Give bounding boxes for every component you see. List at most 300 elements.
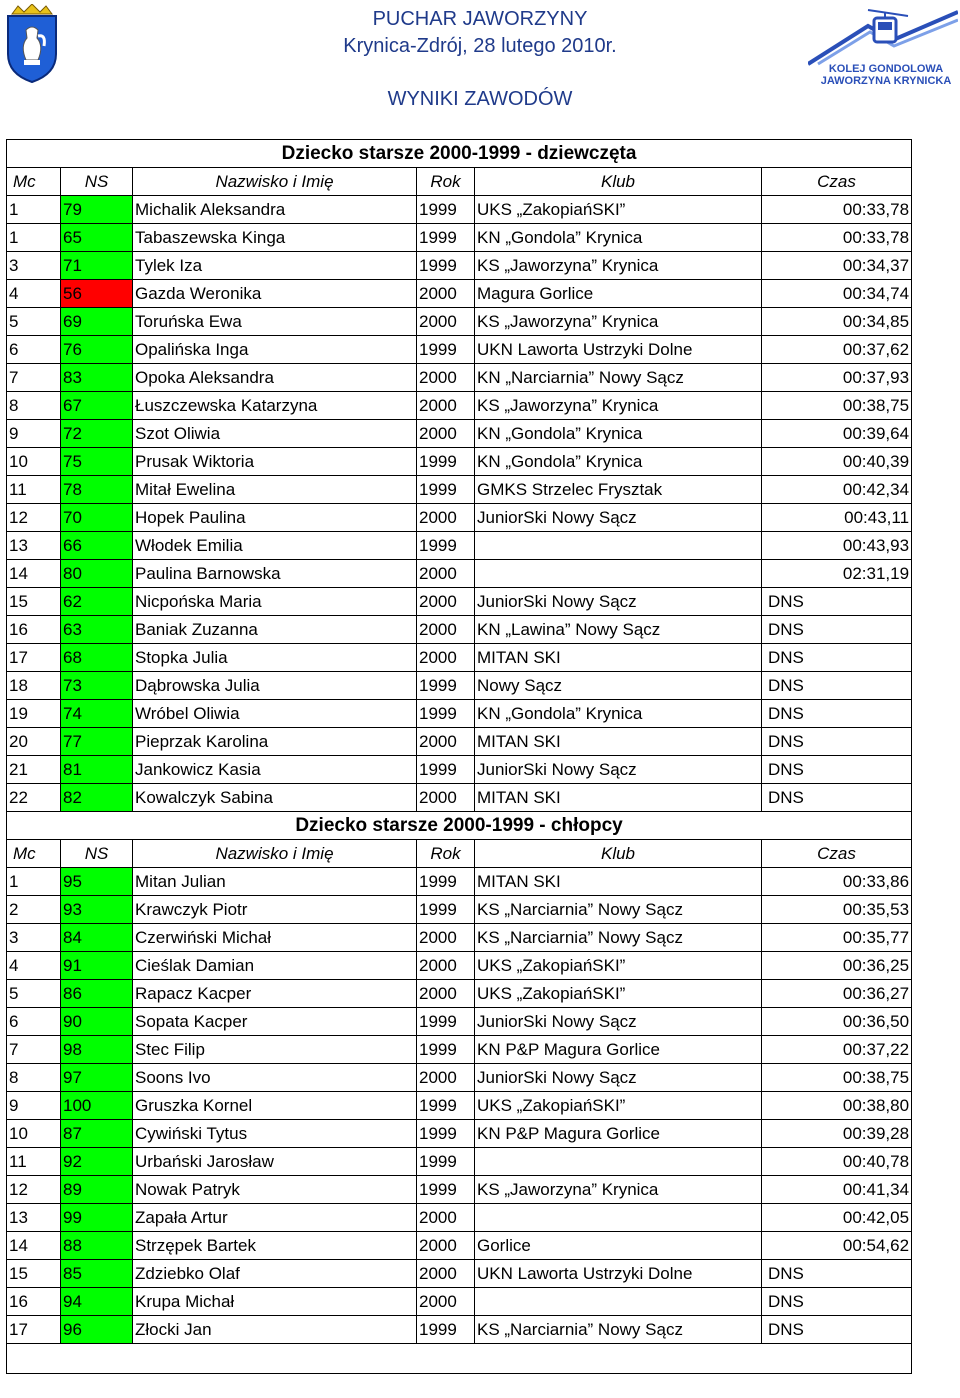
table-row	[7, 364, 912, 392]
table-row	[7, 280, 912, 308]
cell-czas: 00:37,93	[762, 364, 912, 392]
cell-ns: 99	[61, 1204, 133, 1232]
table-row	[7, 952, 912, 980]
cell-rok: 1999	[417, 196, 475, 224]
cell-mc: 2	[7, 896, 61, 924]
cell-name: Zapała Artur	[133, 1204, 417, 1232]
table-row	[7, 504, 912, 532]
cell-mc: 11	[7, 476, 61, 504]
cell-mc: 4	[7, 952, 61, 980]
cell-rok: 1999	[417, 476, 475, 504]
logo-caption-line2: JAWORZYNA KRYNICKA	[820, 75, 952, 87]
table-row	[7, 1148, 912, 1176]
cell-rok: 2000	[417, 1288, 475, 1316]
table-row	[7, 392, 912, 420]
cell-czas: 00:39,64	[762, 420, 912, 448]
cell-ns: 69	[61, 308, 133, 336]
cell-name: Prusak Wiktoria	[133, 448, 417, 476]
table-row	[7, 728, 912, 756]
cell-klub	[475, 1288, 762, 1316]
cell-czas: 00:38,75	[762, 1064, 912, 1092]
competition-date: Krynica-Zdrój, 28 lutego 2010r.	[343, 35, 617, 57]
table-row	[7, 308, 912, 336]
cell-klub: UKS „ZakopiańSKI”	[475, 196, 762, 224]
cell-name: Hopek Paulina	[133, 504, 417, 532]
cell-rok: 2000	[417, 980, 475, 1008]
cell-ns: 85	[61, 1260, 133, 1288]
cell-name: Mitan Julian	[133, 868, 417, 896]
cell-czas: DNS	[762, 616, 912, 644]
cell-rok: 1999	[417, 224, 475, 252]
cell-ns: 87	[61, 1120, 133, 1148]
cell-ns: 81	[61, 756, 133, 784]
section-title-row	[7, 140, 912, 168]
cell-czas: 00:38,75	[762, 392, 912, 420]
cell-rok: 2000	[417, 924, 475, 952]
cell-klub: KN „Gondola” Krynica	[475, 700, 762, 728]
cell-klub: KS „Narciarnia” Nowy Sącz	[475, 1316, 762, 1344]
competition-title: PUCHAR JAWORZYNY	[372, 8, 588, 30]
section-title: Dziecko starsze 2000-1999 - chłopcy	[7, 812, 912, 840]
cell-rok: 2000	[417, 728, 475, 756]
cell-mc: 15	[7, 588, 61, 616]
cell-mc: 17	[7, 644, 61, 672]
cell-klub: JuniorSki Nowy Sącz	[475, 756, 762, 784]
cell-ns: 83	[61, 364, 133, 392]
cell-ns: 76	[61, 336, 133, 364]
cell-name: Nicpońska Maria	[133, 588, 417, 616]
cell-name: Szot Oliwia	[133, 420, 417, 448]
cell-name: Baniak Zuzanna	[133, 616, 417, 644]
cell-ns: 56	[61, 280, 133, 308]
cell-ns: 75	[61, 448, 133, 476]
column-header-mc: Mc	[7, 840, 61, 868]
column-header-name: Nazwisko i Imię	[133, 840, 417, 868]
table-row	[7, 476, 912, 504]
cell-rok: 2000	[417, 1064, 475, 1092]
table-row	[7, 700, 912, 728]
column-header-row	[7, 168, 912, 196]
cell-name: Jankowicz Kasia	[133, 756, 417, 784]
cell-czas: DNS	[762, 672, 912, 700]
document-header	[0, 0, 960, 138]
cell-mc: 1	[7, 224, 61, 252]
cell-rok: 1999	[417, 700, 475, 728]
cell-mc: 3	[7, 252, 61, 280]
cell-ns: 66	[61, 532, 133, 560]
cell-rok: 1999	[417, 756, 475, 784]
cell-name: Gazda Weronika	[133, 280, 417, 308]
section-title-row	[7, 812, 912, 840]
cell-ns: 68	[61, 644, 133, 672]
cell-czas: DNS	[762, 1288, 912, 1316]
table-row	[7, 1316, 912, 1344]
cell-name: Nowak Patryk	[133, 1176, 417, 1204]
cell-rok: 2000	[417, 560, 475, 588]
cell-name: Paulina Barnowska	[133, 560, 417, 588]
cell-name: Stec Filip	[133, 1036, 417, 1064]
cell-ns: 78	[61, 476, 133, 504]
cell-ns: 70	[61, 504, 133, 532]
cell-rok: 2000	[417, 784, 475, 812]
cell-czas: 00:35,53	[762, 896, 912, 924]
table-row	[7, 1120, 912, 1148]
column-header-mc: Mc	[7, 168, 61, 196]
cell-czas: 00:40,39	[762, 448, 912, 476]
cell-ns: 98	[61, 1036, 133, 1064]
cell-czas: DNS	[762, 1316, 912, 1344]
gondola-logo-icon	[808, 6, 958, 68]
cell-mc: 12	[7, 504, 61, 532]
cell-mc: 14	[7, 1232, 61, 1260]
cell-ns: 86	[61, 980, 133, 1008]
cell-name: Krawczyk Piotr	[133, 896, 417, 924]
cell-mc: 18	[7, 672, 61, 700]
cell-mc: 4	[7, 280, 61, 308]
table-row	[7, 896, 912, 924]
cell-klub: Gorlice	[475, 1232, 762, 1260]
cell-czas: DNS	[762, 700, 912, 728]
cell-rok: 1999	[417, 448, 475, 476]
cell-rok: 1999	[417, 1092, 475, 1120]
cell-rok: 2000	[417, 420, 475, 448]
cell-czas: 00:36,50	[762, 1008, 912, 1036]
cell-rok: 2000	[417, 308, 475, 336]
cell-mc: 1	[7, 196, 61, 224]
table-row	[7, 588, 912, 616]
table-row	[7, 1008, 912, 1036]
cell-name: Czerwiński Michał	[133, 924, 417, 952]
cell-name: Wróbel Oliwia	[133, 700, 417, 728]
cell-czas: 00:36,27	[762, 980, 912, 1008]
cell-klub	[475, 1148, 762, 1176]
cell-name: Mitał Ewelina	[133, 476, 417, 504]
cell-name: Tabaszewska Kinga	[133, 224, 417, 252]
table-row	[7, 644, 912, 672]
column-header-klub: Klub	[475, 168, 762, 196]
cell-ns: 94	[61, 1288, 133, 1316]
cell-mc: 7	[7, 364, 61, 392]
cell-klub: KS „Narciarnia” Nowy Sącz	[475, 896, 762, 924]
cell-czas: 00:33,86	[762, 868, 912, 896]
table-row	[7, 252, 912, 280]
cell-name: Łuszczewska Katarzyna	[133, 392, 417, 420]
cell-czas: 00:34,74	[762, 280, 912, 308]
cell-rok: 2000	[417, 952, 475, 980]
cell-rok: 2000	[417, 644, 475, 672]
cell-ns: 96	[61, 1316, 133, 1344]
column-header-klub: Klub	[475, 840, 762, 868]
cell-ns: 62	[61, 588, 133, 616]
cell-klub: UKN Laworta Ustrzyki Dolne	[475, 336, 762, 364]
cell-rok: 1999	[417, 1008, 475, 1036]
cell-name: Gruszka Kornel	[133, 1092, 417, 1120]
table-row	[7, 784, 912, 812]
cell-name: Złocki Jan	[133, 1316, 417, 1344]
cell-czas: 00:42,34	[762, 476, 912, 504]
cell-rok: 2000	[417, 1204, 475, 1232]
table-row	[7, 924, 912, 952]
section-title: Dziecko starsze 2000-1999 - dziewczęta	[7, 140, 912, 168]
cell-rok: 1999	[417, 252, 475, 280]
cell-name: Pieprzak Karolina	[133, 728, 417, 756]
cell-czas: 00:43,93	[762, 532, 912, 560]
cell-mc: 1	[7, 868, 61, 896]
cell-rok: 2000	[417, 616, 475, 644]
cell-mc: 16	[7, 1288, 61, 1316]
cell-rok: 1999	[417, 1176, 475, 1204]
cell-klub: KS „Narciarnia” Nowy Sącz	[475, 924, 762, 952]
cell-mc: 5	[7, 980, 61, 1008]
cell-klub: MITAN SKI	[475, 784, 762, 812]
cell-ns: 63	[61, 616, 133, 644]
cell-name: Włodek Emilia	[133, 532, 417, 560]
column-header-rok: Rok	[417, 168, 475, 196]
cell-klub: KN „Narciarnia” Nowy Sącz	[475, 364, 762, 392]
table-row	[7, 224, 912, 252]
cell-name: Zdziebko Olaf	[133, 1260, 417, 1288]
cell-czas: 00:36,25	[762, 952, 912, 980]
cell-klub: KN P&P Magura Gorlice	[475, 1120, 762, 1148]
logo-caption-line1: KOLEJ GONDOLOWA	[828, 63, 944, 75]
cell-name: Michalik Aleksandra	[133, 196, 417, 224]
column-header-row	[7, 840, 912, 868]
cell-czas: DNS	[762, 644, 912, 672]
cell-klub: KS „Jaworzyna” Krynica	[475, 1176, 762, 1204]
column-header-rok: Rok	[417, 840, 475, 868]
cell-czas: 00:43,11	[762, 504, 912, 532]
cell-mc: 20	[7, 728, 61, 756]
cell-klub: KS „Jaworzyna” Krynica	[475, 252, 762, 280]
cell-ns: 91	[61, 952, 133, 980]
cell-mc: 6	[7, 1008, 61, 1036]
cell-mc: 17	[7, 1316, 61, 1344]
cell-klub: KS „Jaworzyna” Krynica	[475, 392, 762, 420]
cell-klub: KN „Gondola” Krynica	[475, 448, 762, 476]
table-row	[7, 756, 912, 784]
cell-czas: DNS	[762, 756, 912, 784]
table-row	[7, 448, 912, 476]
cell-mc: 3	[7, 924, 61, 952]
cell-mc: 6	[7, 336, 61, 364]
cell-ns: 67	[61, 392, 133, 420]
cell-klub: GMKS Strzelec Frysztak	[475, 476, 762, 504]
cell-mc: 9	[7, 1092, 61, 1120]
cell-mc: 10	[7, 1120, 61, 1148]
cell-klub	[475, 1204, 762, 1232]
cell-mc: 21	[7, 756, 61, 784]
cell-mc: 7	[7, 1036, 61, 1064]
cell-mc: 14	[7, 560, 61, 588]
cell-klub: JuniorSki Nowy Sącz	[475, 504, 762, 532]
table-row	[7, 672, 912, 700]
cell-czas: DNS	[762, 728, 912, 756]
cell-mc: 13	[7, 1204, 61, 1232]
cell-klub: JuniorSki Nowy Sącz	[475, 588, 762, 616]
column-header-ns: NS	[61, 168, 133, 196]
cell-mc: 11	[7, 1148, 61, 1176]
cell-ns: 95	[61, 868, 133, 896]
results-title: WYNIKI ZAWODÓW	[387, 88, 573, 110]
cell-czas: DNS	[762, 784, 912, 812]
cell-mc: 15	[7, 1260, 61, 1288]
cell-ns: 72	[61, 420, 133, 448]
cell-czas: DNS	[762, 1260, 912, 1288]
cell-czas: 00:38,80	[762, 1092, 912, 1120]
table-row	[7, 1288, 912, 1316]
cell-mc: 9	[7, 420, 61, 448]
table-row	[7, 560, 912, 588]
column-header-czas: Czas	[762, 840, 912, 868]
cell-name: Krupa Michał	[133, 1288, 417, 1316]
cell-mc: 13	[7, 532, 61, 560]
table-row	[7, 1176, 912, 1204]
table-row	[7, 616, 912, 644]
cell-klub: MITAN SKI	[475, 728, 762, 756]
cell-rok: 2000	[417, 588, 475, 616]
column-header-name: Nazwisko i Imię	[133, 168, 417, 196]
cell-czas: 00:39,28	[762, 1120, 912, 1148]
cell-czas: 00:54,62	[762, 1232, 912, 1260]
cell-name: Soons Ivo	[133, 1064, 417, 1092]
cell-czas: DNS	[762, 588, 912, 616]
cell-mc: 8	[7, 1064, 61, 1092]
cell-rok: 2000	[417, 392, 475, 420]
cell-ns: 100	[61, 1092, 133, 1120]
cell-name: Rapacz Kacper	[133, 980, 417, 1008]
cell-ns: 71	[61, 252, 133, 280]
cell-name: Cieślak Damian	[133, 952, 417, 980]
cell-name: Opalińska Inga	[133, 336, 417, 364]
cell-ns: 90	[61, 1008, 133, 1036]
cell-klub: MITAN SKI	[475, 644, 762, 672]
cell-czas: 00:41,34	[762, 1176, 912, 1204]
cell-rok: 1999	[417, 1120, 475, 1148]
cell-czas: 00:37,22	[762, 1036, 912, 1064]
empty-cell	[7, 1344, 912, 1374]
cell-mc: 8	[7, 392, 61, 420]
cell-rok: 1999	[417, 868, 475, 896]
cell-klub: UKN Laworta Ustrzyki Dolne	[475, 1260, 762, 1288]
table-row	[7, 980, 912, 1008]
cell-klub: KN „Gondola” Krynica	[475, 420, 762, 448]
cell-name: Urbański Jarosław	[133, 1148, 417, 1176]
column-header-czas: Czas	[762, 168, 912, 196]
table-row	[7, 1064, 912, 1092]
cell-rok: 1999	[417, 1036, 475, 1064]
table-row	[7, 336, 912, 364]
cell-name: Stopka Julia	[133, 644, 417, 672]
cell-ns: 97	[61, 1064, 133, 1092]
cell-rok: 2000	[417, 364, 475, 392]
cell-czas: 00:34,37	[762, 252, 912, 280]
cell-rok: 2000	[417, 1232, 475, 1260]
cell-czas: 00:35,77	[762, 924, 912, 952]
cell-rok: 2000	[417, 280, 475, 308]
cell-klub: Magura Gorlice	[475, 280, 762, 308]
cell-ns: 82	[61, 784, 133, 812]
cell-name: Tylek Iza	[133, 252, 417, 280]
table-row	[7, 1204, 912, 1232]
cell-rok: 1999	[417, 672, 475, 700]
cell-name: Kowalczyk Sabina	[133, 784, 417, 812]
cell-czas: 00:42,05	[762, 1204, 912, 1232]
cell-rok: 2000	[417, 1260, 475, 1288]
cell-klub: KN „Lawina” Nowy Sącz	[475, 616, 762, 644]
cell-mc: 16	[7, 616, 61, 644]
cell-czas: 00:33,78	[762, 224, 912, 252]
cell-mc: 10	[7, 448, 61, 476]
table-row	[7, 1232, 912, 1260]
cell-name: Cywiński Tytus	[133, 1120, 417, 1148]
cell-klub: UKS „ZakopiańSKI”	[475, 1092, 762, 1120]
cell-ns: 80	[61, 560, 133, 588]
cell-rok: 1999	[417, 1316, 475, 1344]
cell-ns: 84	[61, 924, 133, 952]
cell-rok: 2000	[417, 504, 475, 532]
table-row	[7, 420, 912, 448]
cell-klub: UKS „ZakopiańSKI”	[475, 980, 762, 1008]
cell-ns: 93	[61, 896, 133, 924]
cell-name: Opoka Aleksandra	[133, 364, 417, 392]
cell-mc: 5	[7, 308, 61, 336]
cell-mc: 22	[7, 784, 61, 812]
logo-caption	[812, 63, 960, 87]
cell-klub: JuniorSki Nowy Sącz	[475, 1064, 762, 1092]
cell-name: Strzępek Bartek	[133, 1232, 417, 1260]
cell-rok: 1999	[417, 336, 475, 364]
results-table	[6, 139, 912, 1374]
results-body	[7, 140, 912, 1374]
cell-ns: 77	[61, 728, 133, 756]
cell-czas: 02:31,19	[762, 560, 912, 588]
cell-rok: 1999	[417, 1148, 475, 1176]
cell-name: Dąbrowska Julia	[133, 672, 417, 700]
cell-klub: JuniorSki Nowy Sącz	[475, 1008, 762, 1036]
table-row	[7, 532, 912, 560]
cell-ns: 73	[61, 672, 133, 700]
cell-czas: 00:34,85	[762, 308, 912, 336]
cell-klub: Nowy Sącz	[475, 672, 762, 700]
table-row	[7, 1260, 912, 1288]
cell-klub: UKS „ZakopiańSKI”	[475, 952, 762, 980]
cell-ns: 88	[61, 1232, 133, 1260]
cell-rok: 1999	[417, 532, 475, 560]
table-row	[7, 868, 912, 896]
cell-klub	[475, 560, 762, 588]
cell-czas: 00:40,78	[762, 1148, 912, 1176]
cell-mc: 19	[7, 700, 61, 728]
cell-klub: KS „Jaworzyna” Krynica	[475, 308, 762, 336]
cell-czas: 00:37,62	[762, 336, 912, 364]
cell-ns: 79	[61, 196, 133, 224]
cell-name: Sopata Kacper	[133, 1008, 417, 1036]
empty-row	[7, 1344, 912, 1374]
cell-klub: KN „Gondola” Krynica	[475, 224, 762, 252]
cell-name: Toruńska Ewa	[133, 308, 417, 336]
cell-mc: 12	[7, 1176, 61, 1204]
cell-klub: MITAN SKI	[475, 868, 762, 896]
cell-ns: 74	[61, 700, 133, 728]
cell-ns: 92	[61, 1148, 133, 1176]
cell-klub: KN P&P Magura Gorlice	[475, 1036, 762, 1064]
cell-ns: 89	[61, 1176, 133, 1204]
table-row	[7, 1092, 912, 1120]
table-row	[7, 1036, 912, 1064]
table-row	[7, 196, 912, 224]
column-header-ns: NS	[61, 840, 133, 868]
cell-czas: 00:33,78	[762, 196, 912, 224]
